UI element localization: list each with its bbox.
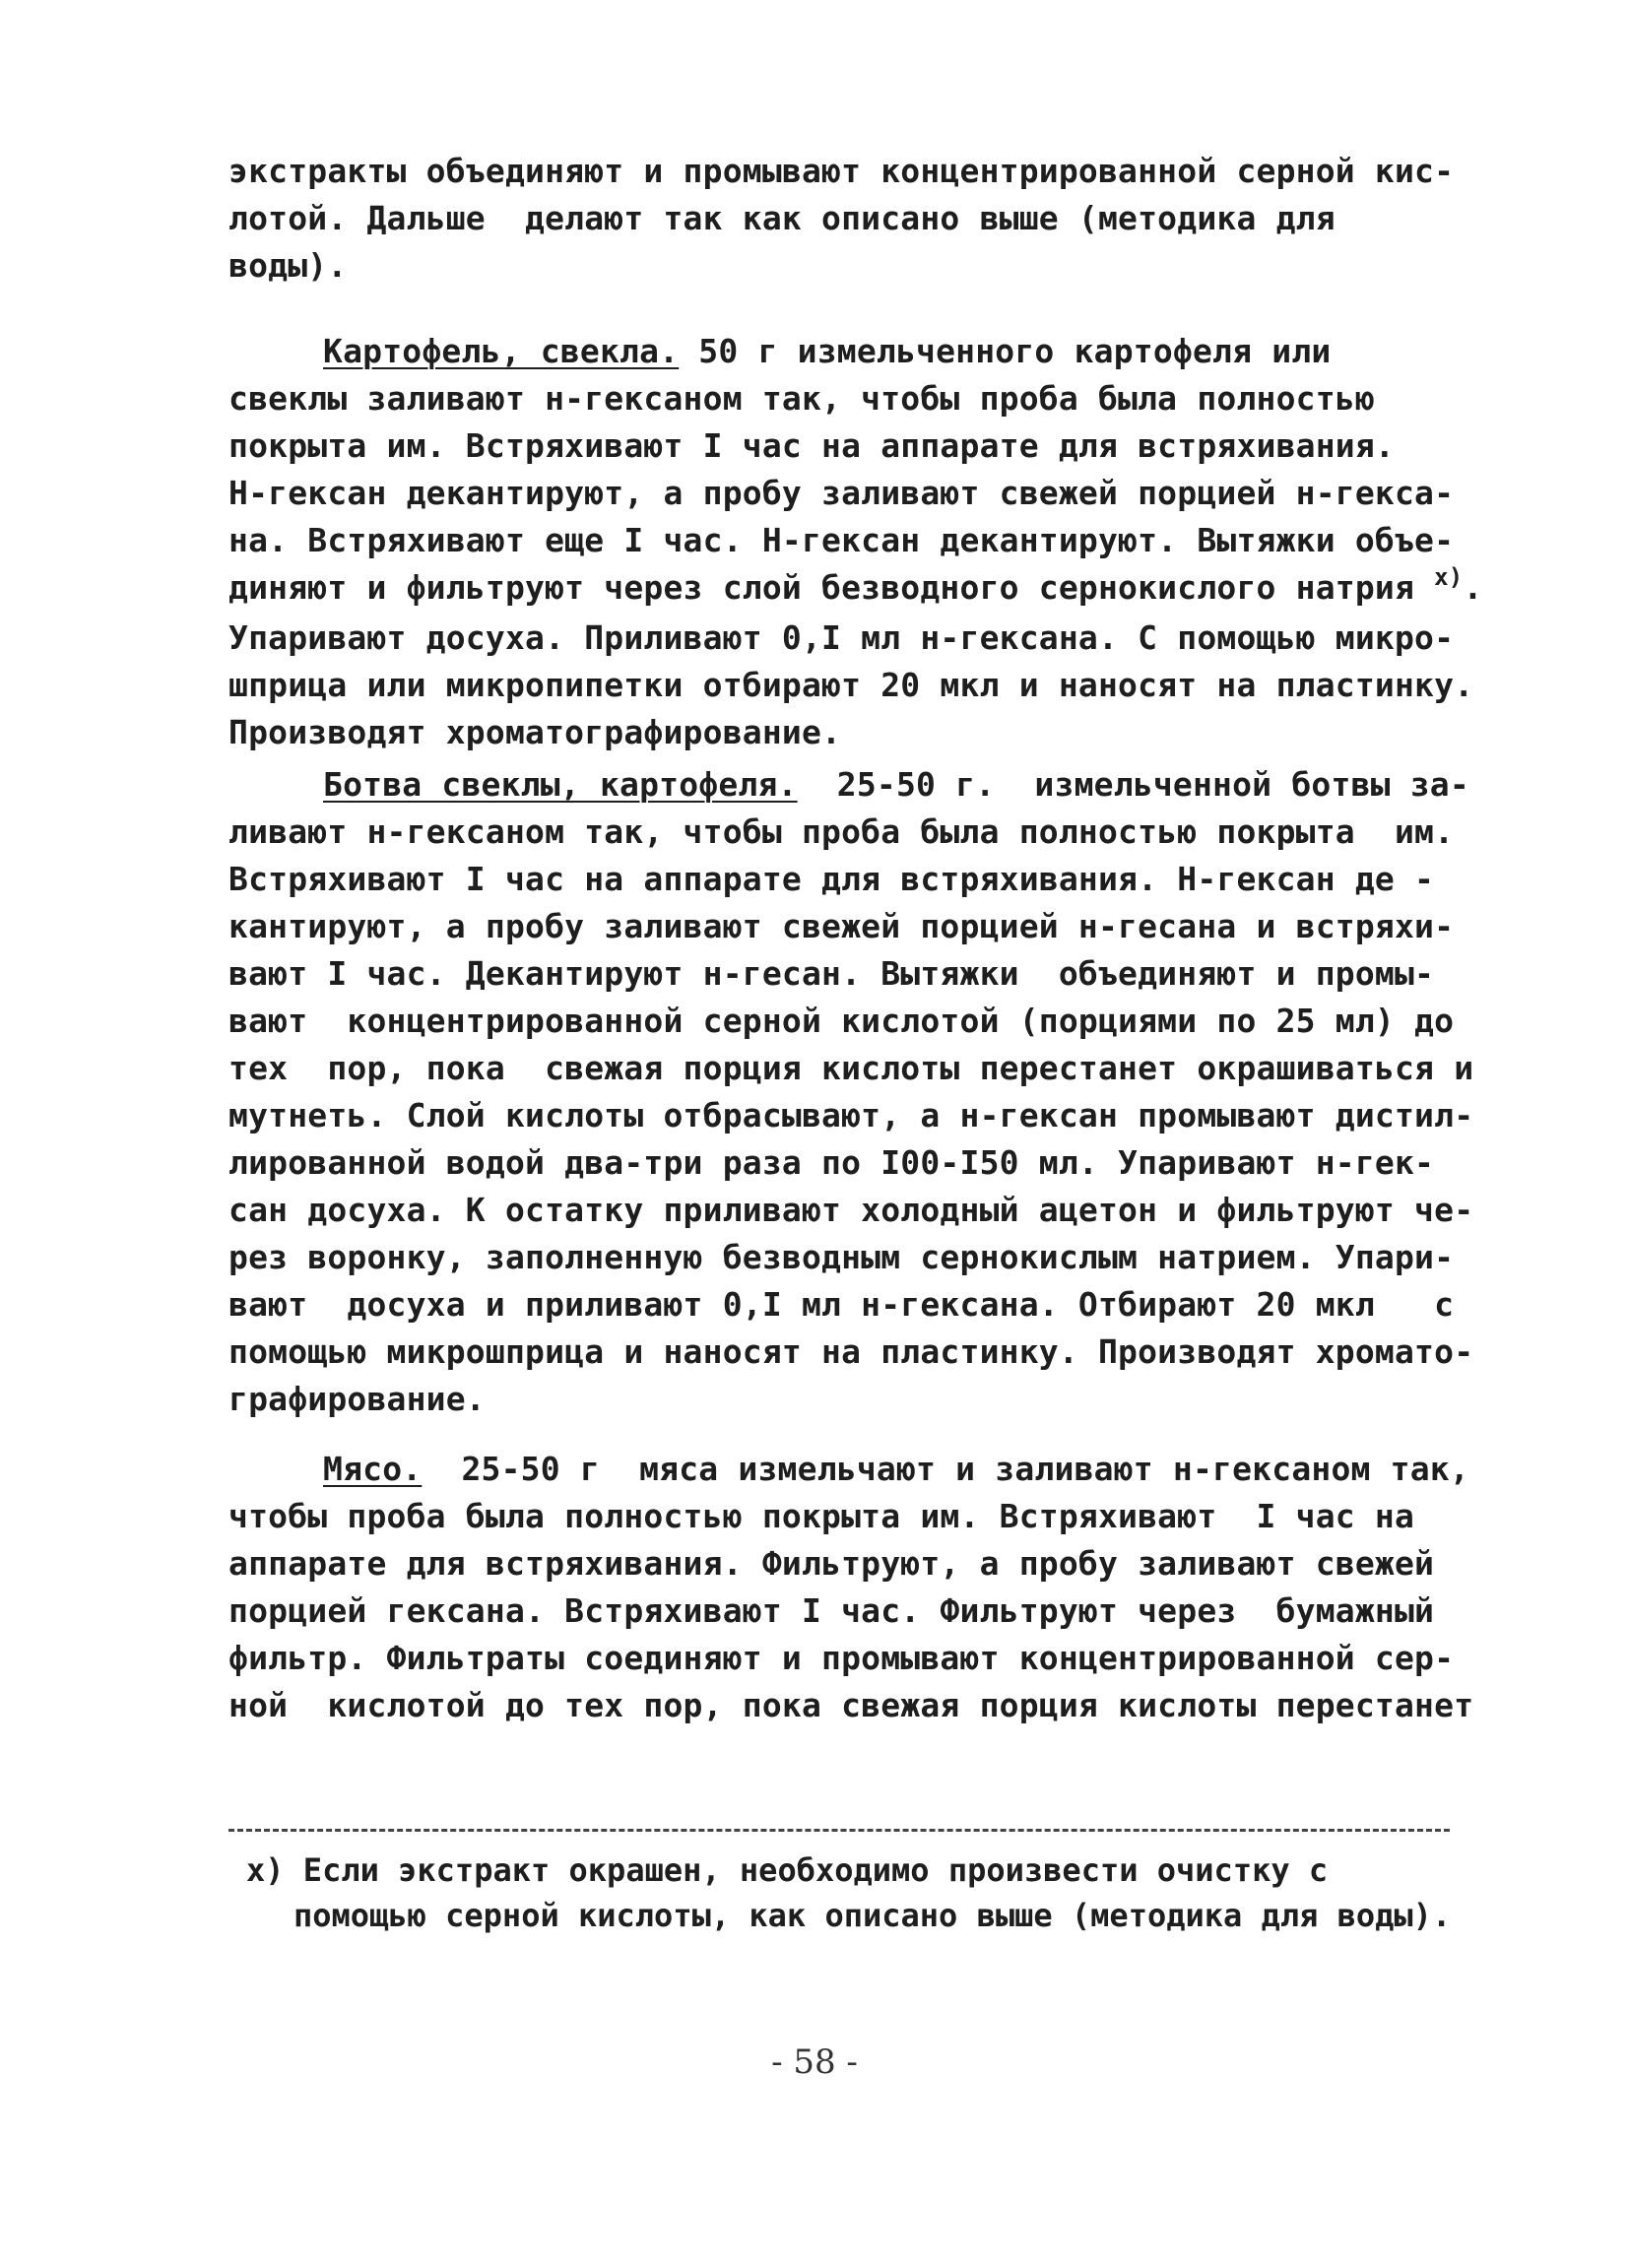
potato-beet-first-line	[228, 328, 1450, 375]
tops-line: вают I час. Декантируют н-гесан. Вытяжки объединяют и промы-	[228, 954, 1435, 993]
tops-line: мутнеть. Слой кислоты отбрасывают, а н-гексан промывают дистил-	[228, 1096, 1474, 1134]
intro-paragraph	[228, 148, 1455, 290]
tops-line: Встряхивают I час на аппарате для встряхивания. Н-гексан де -	[228, 860, 1435, 898]
potato-beet-line: шприца или микропипетки отбирают 20 мкл и наносят на пластинку.	[228, 666, 1474, 704]
tops-line: сан досуха. К остатку приливают холодный ацетон и фильтруют че-	[228, 1191, 1474, 1229]
tops-line: помощью микрошприца и наносят на пластинку. Производят хромато-	[228, 1332, 1474, 1371]
intro-line-3: воды).	[228, 246, 348, 285]
potato-beet-section	[228, 328, 1483, 756]
tops-heading: Ботва свеклы, картофеля.	[323, 765, 798, 804]
page-number: - 58 -	[771, 2042, 858, 2082]
tops-line: лированной водой два-три раза по I00-I50 мл. Упаривают н-гек-	[228, 1143, 1435, 1182]
footnote-line-2: помощью серной кислоты, как описано выше (методика для воды).	[293, 1897, 1452, 1934]
tops-line: графирование.	[228, 1380, 486, 1418]
tops-first-rest: 25-50 г. измельченной ботвы за-	[797, 765, 1469, 804]
tops-line: ливают н-гексаном так, чтобы проба была полностью покрыта им.	[228, 812, 1455, 851]
tops-line: кантируют, а пробу заливают свежей порцией н-гесана и встряхи-	[228, 907, 1455, 945]
potato-beet-line-with-mark: диняют и фильтруют через слой безводного сернокислого натрия $^{х)}$.	[228, 563, 1483, 607]
potato-beet-line: Н-гексан декантируют, а пробу заливают свежей порцией н-гекса-	[228, 474, 1455, 512]
tops-line: вают концентрированной серной кислотой (порциями по 25 мл) до	[228, 1002, 1455, 1040]
footnote	[246, 1847, 1458, 1938]
meat-line: ной кислотой до тех пор, пока свежая порция кислоты перестанет	[228, 1686, 1474, 1724]
meat-line: порцией гексана. Встряхивают I час. Фильтруют через бумажный	[228, 1591, 1435, 1630]
tops-first-line	[228, 761, 1469, 809]
meat-line: аппарате для встряхивания. Фильтруют, а пробу заливают свежей	[228, 1544, 1435, 1583]
footnote-line-1: х) Если экстракт окрашен, необходимо произвести очистку с	[246, 1851, 1329, 1889]
tops-section	[228, 761, 1474, 1423]
meat-heading: Мясо.	[323, 1450, 423, 1488]
potato-beet-line: Упаривают досуха. Приливают 0,I мл н-гексана. С помощью микро-	[228, 618, 1455, 657]
potato-beet-line: на. Встряхивают еще I час. Н-гексан декантируют. Вытяжки объе-	[228, 521, 1455, 559]
intro-line-2: лотой. Дальше делают так как описано выше (методика для	[228, 199, 1336, 237]
potato-beet-line: свеклы заливают н-гексаном так, чтобы проба была полностью	[228, 379, 1375, 418]
meat-line: фильтр. Фильтраты соединяют и промывают концентрированной сер-	[228, 1639, 1455, 1677]
potato-beet-heading: Картофель, свекла.	[323, 332, 680, 370]
meat-section	[228, 1446, 1474, 1729]
potato-beet-line: Производят хроматографирование.	[228, 713, 842, 751]
footnote-reference: х)	[1434, 563, 1464, 591]
footnote-separator	[228, 1829, 1450, 1832]
potato-beet-line-text: диняют и фильтруют через слой безводного сернокислого натрия	[228, 568, 1415, 607]
tops-line: тех пор, пока свежая порция кислоты перестанет окрашиваться и	[228, 1049, 1474, 1087]
tops-line: вают досуха и приливают 0,I мл н-гексана. Отбирают 20 мкл с	[228, 1285, 1455, 1324]
meat-first-line	[228, 1446, 1469, 1493]
meat-first-rest: 25-50 г мяса измельчают и заливают н-гексаном так,	[422, 1450, 1469, 1488]
intro-line-1: экстракты объединяют и промывают концентрированной серной кис-	[228, 152, 1455, 190]
potato-beet-first-rest: 50 г измельченного картофеля или	[679, 332, 1332, 370]
tops-line: рез воронку, заполненную безводным сернокислым натрием. Упари-	[228, 1238, 1455, 1276]
potato-beet-line: покрыта им. Встряхивают I час на аппарате для встряхивания.	[228, 426, 1395, 465]
meat-line: чтобы проба была полностью покрыта им. Встряхивают I час на	[228, 1497, 1415, 1535]
